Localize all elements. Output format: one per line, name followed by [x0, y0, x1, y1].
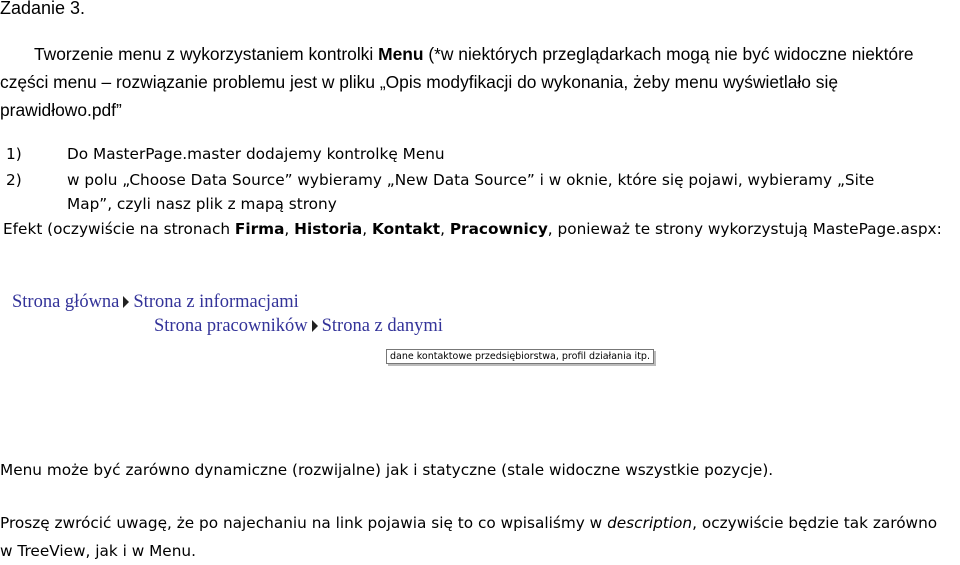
- efekt-sep-1: ,: [284, 220, 295, 238]
- submenu-arrow-icon: [312, 320, 318, 332]
- efekt-kontakt: Kontakt: [371, 220, 441, 238]
- efekt-pracownicy: Pracownicy: [449, 220, 548, 238]
- menu-demo-row-1: [12, 292, 299, 313]
- menu-demo-row-2: [154, 316, 443, 337]
- efekt-firma: Firma: [234, 220, 285, 238]
- efekt-prefix: Efekt (oczywiście na stronach: [3, 220, 235, 238]
- intro-text-2: (*w niektórych przeglądarkach mogą nie być widoczne niektóre części menu – rozwiązanie problemu jest w pliku „Opis modyfikacji do wykonania, żeby menu wyświetlało się prawidłowo.pdf”: [0, 44, 914, 120]
- bottom-text-description: description: [607, 514, 693, 532]
- efekt-sep-3: ,: [440, 220, 450, 238]
- step-2-number: 2): [6, 171, 22, 189]
- page-heading: Zadanie 3.: [0, 0, 86, 18]
- efekt-historia: Historia: [294, 220, 363, 238]
- efekt-sep-2: ,: [362, 220, 372, 238]
- menu-item-home[interactable]: Strona główna: [12, 292, 120, 312]
- menu-item-data[interactable]: Strona z danymi: [321, 316, 443, 336]
- step-2-text: w polu „Choose Data Source” wybieramy „New Data Source” i w oknie, które się pojawi, wybieramy „Site: [67, 171, 875, 189]
- step-2-continuation: Map”, czyli nasz plik z mapą strony: [67, 195, 337, 213]
- step-2: [6, 171, 874, 189]
- intro-bold-menu: Menu: [378, 44, 424, 64]
- bottom-text-b: , oczywiście będzie tak zarówno w TreeView, jak i w Menu.: [0, 514, 938, 560]
- menu-tooltip: dane kontaktowe przedsiębiorstwa, profil działania itp.: [386, 349, 654, 364]
- step-1-number: 1): [6, 145, 22, 163]
- menu-item-staff[interactable]: Strona pracowników: [154, 316, 308, 336]
- step-1-text: Do MasterPage.master dodajemy kontrolkę Menu: [67, 145, 445, 163]
- menu-item-info[interactable]: Strona z informacjami: [133, 292, 299, 312]
- intro-paragraph: [0, 40, 960, 124]
- step-1: [6, 145, 445, 163]
- submenu-arrow-icon: [123, 296, 129, 308]
- efekt-suffix: , ponieważ te strony wykorzystują MastePage.aspx:: [547, 220, 942, 238]
- intro-text-1: Tworzenie menu z wykorzystaniem kontrolki: [34, 44, 379, 64]
- bottom-paragraph-1: Menu może być zarówno dynamiczne (rozwijalne) jak i statyczne (stale widoczne wszystkie pozycje).: [0, 461, 774, 479]
- efekt-line: [3, 220, 942, 238]
- bottom-text-a: Proszę zwrócić uwagę, że po najechaniu na link pojawia się to co wpisaliśmy w: [0, 514, 608, 532]
